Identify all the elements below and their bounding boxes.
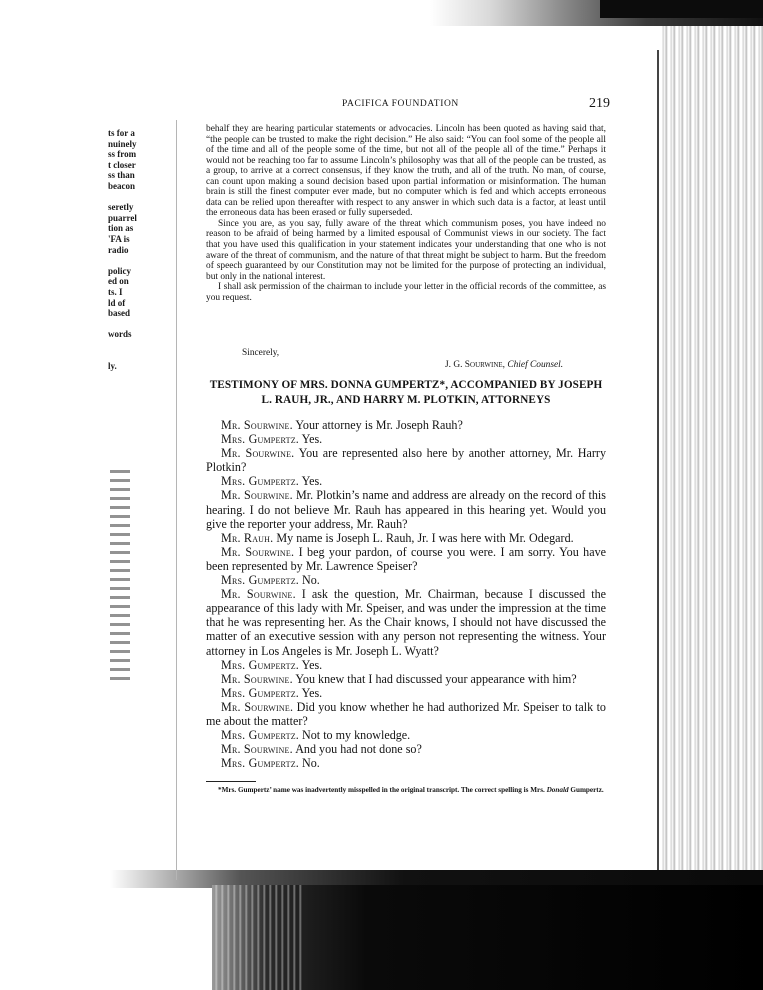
testimony-line: [206, 756, 606, 770]
speaker-name: Mr. Sourwine.: [221, 587, 296, 602]
speech-text: Your attorney is Mr. Joseph Rauh?: [295, 418, 463, 432]
testimony-line: [206, 418, 606, 432]
left-fragment-line: ld of: [108, 297, 126, 308]
left-fragment-line: ts for a: [108, 128, 135, 138]
left-fragment-line: words: [108, 329, 132, 340]
testimony-line: [206, 545, 606, 573]
speech-text: You knew that I had discussed your appearance with him?: [295, 671, 577, 686]
letter-continuation: [206, 124, 606, 303]
speaker-name: Mr. Sourwine.: [221, 671, 293, 686]
speech-text: I beg your pardon, of course you were. I am sorry. You have been represented by Mr. Lawrence Speiser?: [206, 544, 606, 573]
speaker-name: Mr. Sourwine.: [221, 742, 293, 757]
left-fragment-line: [108, 350, 172, 361]
left-fragment-line: [108, 192, 172, 203]
speech-text: You are represented also here by another attorney, Mr. Harry Plotkin?: [206, 446, 607, 475]
testimony-line: [206, 728, 606, 742]
testimony-line: [206, 672, 606, 686]
speech-text: Did you know whether he had authorized Mr. Speiser to talk to me about the matter?: [206, 699, 606, 728]
letter-paragraph: Since you are, as you say, fully aware of the threat which communism poses, you have indeed no reason to be afraid of being harmed by a limited espousal of Communist views in our society. The fact that you have used this qualification in your statement indicates your understanding that one who is not aware of the threat of communism, and the nature of that threat might be subject to harm. But the freedom of speech guaranteed by our Constitution may not be limited for the purpose of protecting an individual, but only in the national interest.: [206, 218, 606, 282]
speech-text: Yes.: [301, 685, 323, 700]
left-fragment-line: ss than: [108, 170, 135, 181]
left-fragment-line: radio: [108, 244, 129, 255]
left-fragment-line: [108, 340, 172, 351]
speaker-name: Mrs. Gumpertz.: [221, 432, 299, 447]
testimony-line: [206, 488, 606, 530]
left-fragment-line: puarrel: [108, 212, 137, 223]
testimony-line: [206, 474, 606, 488]
speech-text: Yes.: [301, 474, 323, 489]
page-number: 219: [589, 96, 610, 111]
left-fragment-line: nuinely: [108, 138, 137, 149]
speaker-name: Mr. Sourwine.: [221, 544, 295, 559]
left-page-fragment: [108, 128, 172, 372]
speaker-name: Mr. Sourwine.: [221, 488, 293, 503]
scan-shadow-stripes: [212, 885, 302, 990]
testimony-heading: [206, 378, 606, 407]
left-fragment-line: t closer: [108, 159, 136, 170]
letter-paragraph: I shall ask permission of the chairman to include your letter in the official records of the committee, as you request.: [206, 282, 606, 303]
speech-text: No.: [302, 573, 320, 588]
footnote-rule: [206, 781, 256, 782]
letter-signature: [445, 360, 563, 370]
speaker-name: Mrs. Gumpertz.: [221, 756, 299, 771]
speaker-name: Mr. Sourwine.: [221, 418, 293, 432]
left-fragment-line: ly.: [108, 361, 117, 372]
speaker-name: Mr. Rauh.: [221, 530, 274, 545]
letter-paragraph: behalf they are hearing particular statements or advocacies. Lincoln has been quoted as having said that, “the people can be trusted to make the right decision.” He also said: “You can fool some of the people all of the time and all of the people some of the time, but not all of the people all of the time.” Perhaps it would not be reaching too far to assume Lincoln’s philosophy was that all of the people can be trusted, as a group, to arrive at a correct consensus, if they know the truth, and all of the truth. No man, of course, can count upon making a sound decision based upon partial information or misinformation. The human brain is still the finest computer ever made, but no computer which is fed and which accepts erroneous data can be relied upon thereafter with respect to any answer in which such data is a factor, at least until the erroneous data has been erased or fully superseded.: [206, 124, 606, 219]
left-fragment-line: beacon: [108, 180, 135, 191]
speech-text: My name is Joseph L. Rauh, Jr. I was here with Mr. Odegard.: [276, 530, 574, 545]
left-fragment-line: ss from: [108, 149, 137, 160]
testimony-line: [206, 742, 606, 756]
testimony-line: [206, 587, 606, 657]
left-fragment-line: policy: [108, 265, 132, 276]
speech-text: Yes.: [301, 657, 323, 672]
speaker-name: Mr. Sourwine.: [221, 446, 295, 461]
testimony-line: [206, 432, 606, 446]
signature-name: J. G. Sourwine,: [445, 360, 506, 370]
testimony-line: [206, 573, 606, 587]
page-edge-line: [657, 50, 659, 870]
left-fragment-line: ed on: [108, 276, 129, 287]
left-fragment-line: tion as: [108, 223, 134, 234]
gutter-line: [176, 120, 177, 880]
left-fragment-line: based: [108, 308, 131, 319]
testimony-heading-line: L. RAUH, JR., AND HARRY M. PLOTKIN, ATTORNEYS: [261, 393, 551, 406]
speech-text: Yes.: [301, 432, 323, 447]
left-fragment-line: [108, 319, 172, 330]
footnote-text: *Mrs. Gumpertz’ name was inadvertently misspelled in the original transcript. The correct spelling is Mrs.: [218, 786, 547, 794]
speech-text: And you had not done so?: [295, 742, 422, 757]
left-page-fragment-marks: [110, 470, 130, 680]
left-fragment-line: ts. I: [108, 286, 123, 297]
left-fragment-line: seretly: [108, 202, 134, 213]
page-edge-stack: [660, 26, 763, 990]
speech-text: I ask the question, Mr. Chairman, because I discussed the appearance of this lady with Mr. Speiser, and was under the impression at the time that he was representing her. As the Chair knows, I should not have discussed the matter of an executive session with any person not representing the witness. Your attorney in Los Angeles is Mr. Joseph L. Wyatt?: [206, 587, 606, 658]
speaker-name: Mrs. Gumpertz.: [221, 474, 299, 489]
running-head: PACIFICA FOUNDATION: [342, 99, 459, 109]
speaker-name: Mrs. Gumpertz.: [221, 573, 299, 588]
testimony-transcript: [206, 418, 606, 770]
testimony-line: [206, 700, 606, 728]
speech-text: Mr. Plotkin’s name and address are already on the record of this hearing. I do not believe Mr. Rauh has appeared in this hearing yet. Would you give the reporter your address, Mr. Rauh?: [206, 488, 606, 531]
testimony-line: [206, 446, 606, 474]
speaker-name: Mr. Sourwine.: [221, 699, 294, 714]
footnote-text-end: Gumpertz.: [568, 786, 604, 794]
testimony-line: [206, 686, 606, 700]
left-fragment-line: [108, 255, 172, 266]
speaker-name: Mrs. Gumpertz.: [221, 685, 299, 700]
scan-shadow-top-dark: [600, 0, 763, 18]
footnote-name: Donald: [546, 786, 569, 794]
letter-closing: Sincerely,: [242, 348, 280, 358]
speaker-name: Mrs. Gumpertz.: [221, 657, 299, 672]
speech-text: Not to my knowledge.: [302, 728, 411, 743]
page-header: [206, 96, 610, 112]
speaker-name: Mrs. Gumpertz.: [221, 728, 299, 743]
signature-title: Chief Counsel.: [507, 360, 564, 370]
testimony-line: [206, 658, 606, 672]
testimony-heading-line: TESTIMONY OF MRS. DONNA GUMPERTZ*, ACCOMPANIED BY JOSEPH: [209, 379, 603, 391]
testimony-line: [206, 531, 606, 545]
left-fragment-line: 'FA is: [108, 233, 130, 244]
speech-text: No.: [302, 756, 320, 771]
footnote: [206, 786, 606, 795]
